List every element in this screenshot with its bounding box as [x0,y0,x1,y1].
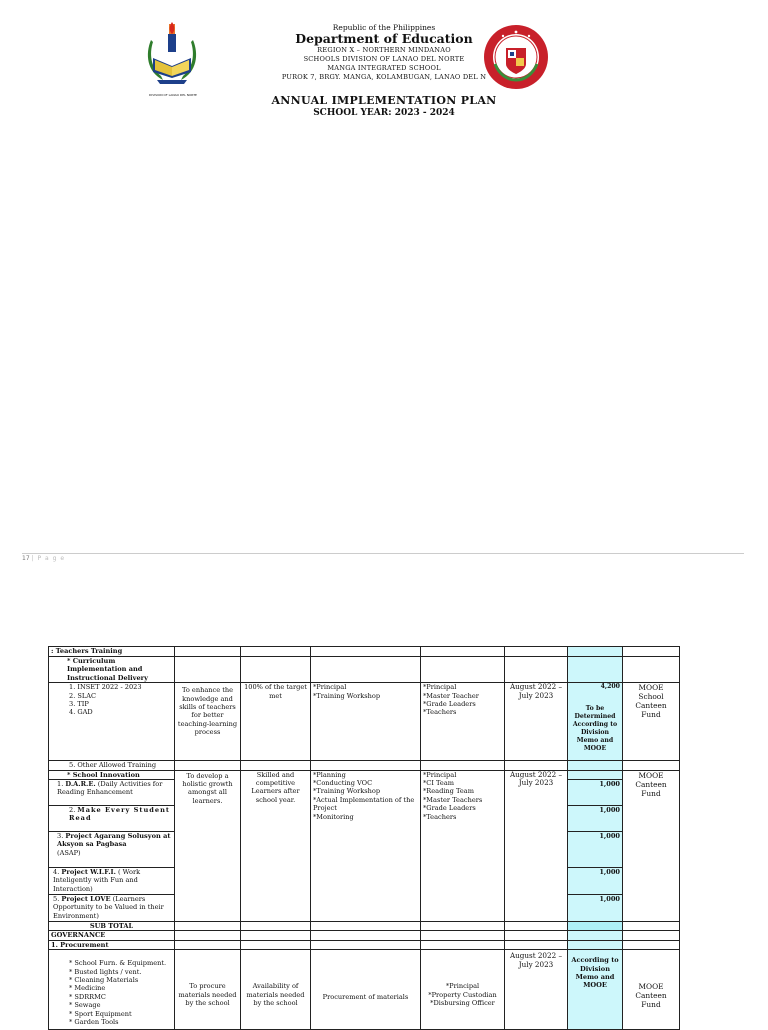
division-logo-caption: DIVISION OF LANAO DEL NORTE [149,93,197,97]
school-year: SCHOOL YEAR: 2023 - 2024 [313,108,455,118]
table-row [49,770,680,779]
department-title: Department of Education [295,31,473,46]
fund-source-cell: MOOE School Canteen Fund [623,683,680,761]
page-label: | P a g e [31,555,66,562]
budget-amount: 4,200 [600,683,620,691]
governance-label: GOVERNANCE [49,931,175,940]
page-footer [22,553,744,562]
inset-item: 1. INSET 2022 - 2023 [69,683,142,692]
procurement-item: * Medicine [69,984,106,993]
budget-amount: 1,000 [568,895,623,922]
table-row [49,647,680,657]
activities-cell: *Planning *Conducting VOC *Training Workshop *Actual Implementation of the Project *Monitoring [311,770,421,921]
procurement-item: * Busted lights / vent. [69,967,142,976]
budget-note: To be Determined According to Division Memo and MOOE [572,705,618,753]
implementation-table [48,646,680,1030]
table-row [49,950,680,1030]
division-line: SCHOOLS DIVISION OF LANAO DEL NORTE [303,55,465,63]
procurement-label: 1. Procurement [49,940,175,949]
objective-cell: To procure materials needed by the school [175,950,241,1030]
budget-amount: 1,000 [568,780,623,806]
budget-amount: 1,000 [568,868,623,895]
division-logo [137,20,209,100]
wifi-item: 4. Project W.I.F.I. ( Work Inteligently with Fun and Interaction) [49,868,175,895]
objective-cell: To enhance the knowledge and skills of teachers for better teaching-learning process [175,683,241,761]
mesr-item: 2. Make Every Student Read [49,806,175,832]
curriculum-label: * Curriculum Implementation and Instructional Delivery [49,657,175,683]
table-row [49,761,680,770]
address-line: PUROK 7, BRGY. MANGA, KOLAMBUGAN, LANAO DEL N [281,73,487,81]
fund-source-cell: MOOE Canteen Fund [623,770,680,921]
persons-cell: *Principal *CI Team *Reading Team *Master Teachers *Grade Leaders *Teachers [421,770,505,921]
table-row [49,940,680,949]
indicator-cell: Availability of materials needed by the school [241,950,311,1030]
persons-cell: *Principal *Master Teacher *Grade Leaders *Teachers [421,683,505,761]
gad-item: 4. GAD [69,708,93,717]
procurement-item: * School Furn. & Equipment. [69,959,167,968]
plan-title: ANNUAL IMPLEMENTATION PLAN [271,94,497,107]
activities-cell: Procurement of materials [311,950,421,1030]
school-innovation-label: * School Innovation [49,770,175,779]
procurement-item: * Garden Tools [69,1018,119,1027]
subtotal-label: SUB TOTAL [49,922,175,931]
table-row [49,657,680,683]
objective-cell: To develop a holistic growth amongst all learners. [175,770,241,921]
table-row [49,683,680,761]
love-item: 5. Project LOVE (Learners Opportunity to be Valued in their Environment) [49,895,175,922]
region-line: REGION X – NORTHERN MINDANAO [317,46,451,54]
page-number: 17 [22,555,30,562]
table-row [49,922,680,931]
teachers-training-label: : Teachers Training [49,647,175,657]
school-line: MANGA INTEGRATED SCHOOL [327,64,441,72]
tip-item: 3. TIP [69,700,89,709]
time-frame-cell: August 2022 – July 2023 [505,683,568,761]
budget-amount: 1,000 [568,832,623,868]
other-training-item: 5. Other Allowed Training [49,761,175,770]
procurement-item: * Sewage [69,1001,101,1010]
indicator-cell: Skilled and competitive Learners after school year. [241,770,311,921]
procurement-item: * Cleaning Materials [69,976,139,985]
indicator-cell: 100% of the target met [241,683,311,761]
procurement-item: * Sport Equipment [69,1009,132,1018]
time-frame-cell: August 2022 – July 2023 [505,950,568,1030]
budget-amount: 1,000 [568,806,623,832]
budget-note: According to Division Memo and MOOE [568,950,623,1030]
dare-item: 1. D.A.R.E. (Daily Activities for Reading Enhancement [49,780,175,806]
procurement-item: * SDRRMC [69,992,106,1001]
asap-item: 3. Project Agarang Solusyon at Aksyon sa Pagbasa (ASAP) [49,832,175,868]
slac-item: 2. SLAC [69,691,97,700]
republic-line: Republic of the Philippines [332,23,436,32]
fund-source-cell: MOOE Canteen Fund [623,950,680,1030]
time-frame-cell: August 2022 – July 2023 [505,770,568,921]
activities-cell: *Principal *Training Workshop [311,683,421,761]
table-row [49,931,680,940]
persons-cell: *Principal *Property Custodian *Disbursing Officer [421,950,505,1030]
